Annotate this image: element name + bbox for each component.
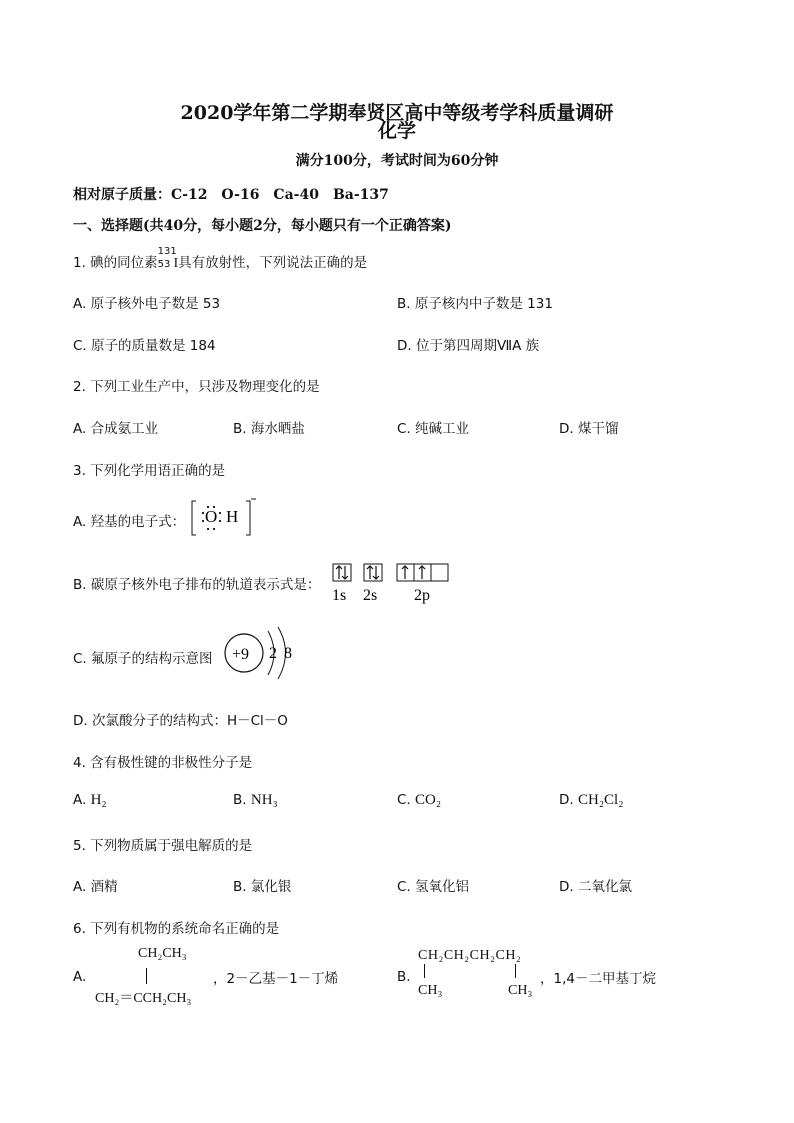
shell-2-electrons: 8 [284,645,292,662]
option-b-name: ，1,4－二甲基丁烷 [540,971,656,987]
option-a-name: ，2－乙基－1－丁烯 [213,971,339,987]
orbital-2p-label: 2p [414,587,430,604]
question-4-option-b[interactable]: B. NH₃ [233,792,278,808]
question-4-option-d[interactable]: D. CH₂Cl₂ [559,792,624,808]
atomic-mass-line: 相对原子质量：C-12 O-16 Ca-40 Ba-137 [73,187,389,203]
question-1-option-b[interactable]: B. 原子核内中子数是 131 [397,296,553,312]
exam-info: 满分100分，考试时间为60分钟 [295,153,499,169]
question-4-option-a[interactable]: A. H₂ [73,792,107,808]
question-1-option-a[interactable]: A. 原子核外电子数是 53 [73,296,221,312]
question-1-stem: 1. 碘的同位素 131 53 I具有放射性，下列说法正确的是 [73,246,368,271]
question-3-stem: 3. 下列化学用语正确的是 [73,463,226,479]
question-3-option-c[interactable]: C. 氟原子的结构示意图 [73,651,213,667]
question-1-option-d[interactable]: D. 位于第四周期ⅦA 族 [397,338,540,354]
question-2-option-a[interactable]: A. 合成氨工业 [73,421,159,437]
orbital-2s-label: 2s [363,587,378,604]
page-title: 2020学年第二学期奉贤区高中等级考学科质量调研 [180,102,614,124]
question-4-option-c[interactable]: C. CO₂ [397,792,442,808]
question-6-option-a[interactable]: A. [73,969,87,985]
fluorine-atom-diagram [222,622,302,682]
option-b-right-methyl: CH₃ [508,983,533,998]
question-6-stem: 6. 下列有机物的系统命名正确的是 [73,921,280,937]
subject-title: 化学 [377,120,416,142]
option-a-main-chain: CH₂＝CCH₂CH₃ [95,991,192,1006]
question-3-option-b[interactable]: B. 碳原子核外电子排布的轨道表示式是： [73,577,321,593]
question-5-option-c[interactable]: C. 氢氧化铝 [397,879,470,895]
section-heading: 一、选择题(共40分，每小题2分，每小题只有一个正确答案) [73,218,452,234]
hydrogen-symbol: H [226,507,239,526]
question-4-stem: 4. 含有极性键的非极性分子是 [73,755,253,771]
orbital-diagram [332,562,457,604]
question-5-option-b[interactable]: B. 氯化银 [233,879,292,895]
question-5-option-a[interactable]: A. 酒精 [73,879,118,895]
question-6-option-b[interactable]: B. [397,969,411,985]
question-5-option-d[interactable]: D. 二氧化氯 [559,879,632,895]
nucleus-charge: +9 [232,646,250,663]
option-b-left-methyl: CH₃ [418,983,443,998]
question-5-stem: 5. 下列物质属于强电解质的是 [73,838,253,854]
question-1-option-c[interactable]: C. 原子的质量数是 184 [73,338,216,354]
question-3-option-d[interactable]: D. 次氯酸分子的结构式：H－Cl－O [73,713,288,729]
hydroxyl-electron-formula [190,497,260,539]
isotope-notation: 131 53 [157,246,177,270]
question-2-option-c[interactable]: C. 纯碱工业 [397,421,470,437]
question-3-option-a[interactable]: A. 羟基的电子式： [73,514,186,530]
question-2-option-d[interactable]: D. 煤干馏 [559,421,619,437]
option-a-bond [146,968,147,984]
shell-1-electrons: 2 [269,645,277,662]
option-b-main-chain: CH₂CH₂CH₂CH₂ [418,948,522,963]
option-a-branch: CH₂CH₃ [138,946,187,961]
option-b-right-bond [515,964,516,978]
question-2-option-b[interactable]: B. 海水晒盐 [233,421,305,437]
question-2-stem: 2. 下列工业生产中，只涉及物理变化的是 [73,379,320,395]
option-b-left-bond [424,964,425,978]
orbital-1s-label: 1s [332,587,347,604]
oxygen-symbol: O [205,507,218,526]
